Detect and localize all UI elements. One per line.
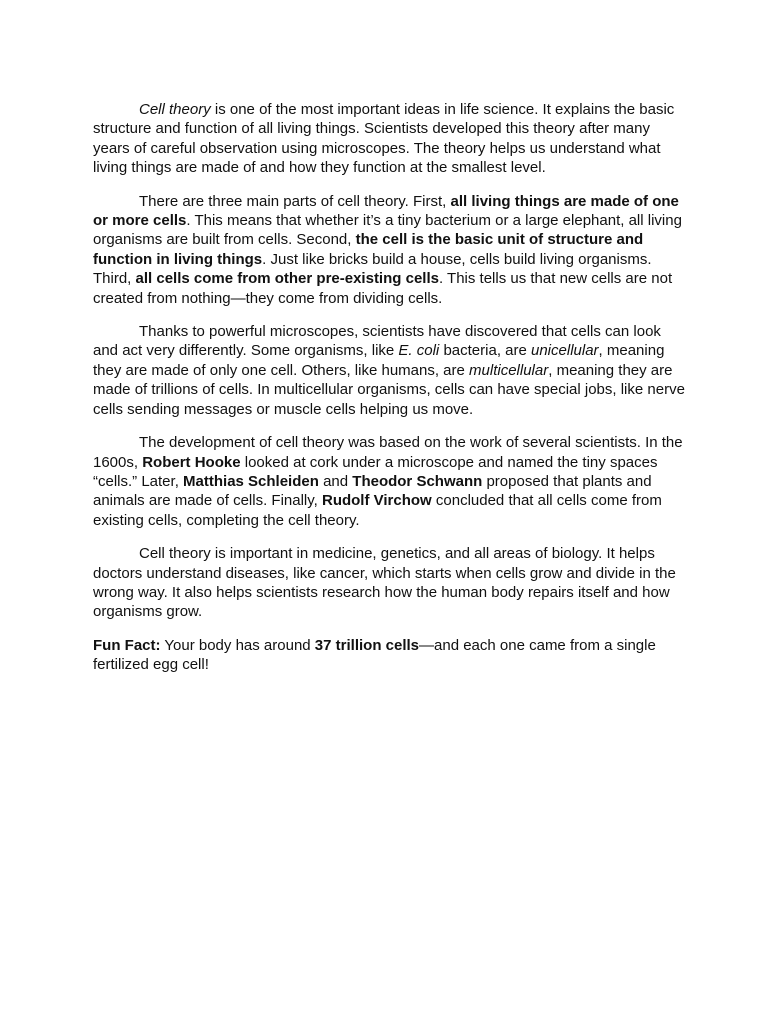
- text-run: , meaning they are made of only one cell. Others, like humans, are: [93, 342, 665, 379]
- paragraph-history: [93, 433, 685, 530]
- text-run: proposed that plants and animals are made of cells. Finally,: [93, 472, 652, 510]
- text-run: is one of the most important ideas in life science. It explains the basic structure and function of all living things. Scientists developed this theory after many years of careful observation using microscopes. The theory helps us understand what living things are made of and how they function at the smallest level.: [93, 101, 675, 177]
- paragraph-importance: [93, 544, 685, 622]
- text-run: Thanks to powerful microscopes, scientists have discovered that cells can look and act very differently. Some organisms, like: [93, 323, 661, 360]
- text-run: Theodor Schwann: [352, 472, 483, 490]
- text-run: all living things are made of one or more cells: [93, 192, 679, 230]
- text-run: 37 trillion cells: [314, 636, 420, 654]
- text-run: and: [318, 472, 353, 490]
- text-run: There are three main parts of cell theory. First,: [139, 192, 451, 210]
- text-run: Cell theory: [139, 101, 211, 118]
- text-run: Cell theory is important in medicine, genetics, and all areas of biology. It helps doctors understand diseases, like cancer, which starts when cells grow and divide in the wrong way. It also helps scientists research how the human body repairs itself and how organisms grow.: [93, 545, 676, 621]
- paragraph-microscopes: [93, 322, 685, 419]
- text-run: . This tells us that new cells are not created from nothing—they come from dividing cells.: [93, 270, 673, 307]
- text-run: Robert Hooke: [142, 453, 241, 471]
- text-run: the cell is the basic unit of structure and function in living things: [93, 231, 644, 268]
- document-body: [93, 100, 685, 689]
- text-run: looked at cork under a microscope and named the tiny spaces “cells.” Later,: [93, 453, 658, 490]
- text-run: The development of cell theory was based on the work of several scientists. In the 1600s,: [93, 434, 683, 471]
- fun-fact-label: Fun Fact:: [93, 636, 161, 654]
- text-run: E. coli: [398, 342, 440, 360]
- paragraph-fun-fact: [93, 636, 685, 675]
- text-run: Rudolf Virchow: [321, 492, 432, 510]
- text-run: , meaning they are made of trillions of cells. In multicellular organisms, cells can have special jobs, like nerve cells sending messages or muscle cells helping us move.: [93, 361, 685, 418]
- text-run: bacteria, are: [439, 342, 531, 360]
- text-run: concluded that all cells come from existing cells, completing the cell theory.: [93, 492, 662, 529]
- text-run: . Just like bricks build a house, cells build living organisms. Third,: [93, 250, 652, 288]
- text-run: multicellular: [469, 361, 549, 379]
- text-run: . This means that whether it’s a tiny bacterium or a large elephant, all living organisms are built from cells. Second,: [93, 212, 682, 249]
- text-run: Matthias Schleiden: [183, 472, 319, 490]
- text-run: all cells come from other pre-existing cells: [135, 270, 439, 288]
- paragraph-three-parts: [93, 192, 685, 308]
- text-run: Your body has around: [160, 636, 315, 654]
- text-run: —and each one came from a single fertilized egg cell!: [93, 636, 656, 674]
- text-run: unicellular: [531, 342, 599, 360]
- paragraph-intro: [93, 100, 685, 178]
